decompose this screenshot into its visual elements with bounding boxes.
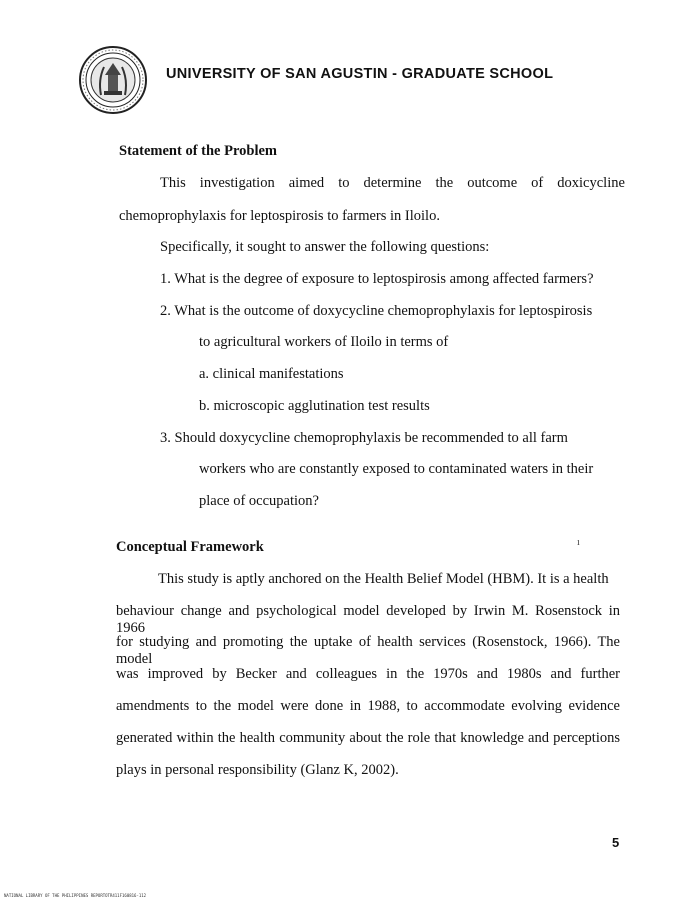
intro-line-2: chemoprophylaxis for leptospirosis to farmers in Iloilo. xyxy=(119,208,440,224)
word: outcome xyxy=(467,175,518,191)
scan-mark: ı xyxy=(577,537,580,548)
paragraph-line-1: This study is aptly anchored on the Health Belief Model (HBM). It is a health xyxy=(158,571,609,587)
paragraph-line-7: plays in personal responsibility (Glanz K, 2002). xyxy=(116,762,399,778)
question-3-line-2: workers who are constantly exposed to contaminated waters in their xyxy=(199,461,594,477)
paragraph-line-3: for studying and promoting the uptake of health services (Rosenstock, 1966). The model xyxy=(116,634,620,667)
page-number: 5 xyxy=(612,835,620,850)
intro-line-1 xyxy=(160,175,625,192)
section-heading-conceptual-framework: Conceptual Framework xyxy=(116,539,264,555)
university-seal-icon xyxy=(78,45,148,115)
question-1: 1. What is the degree of exposure to leptospirosis among affected farmers? xyxy=(160,271,594,287)
paragraph-line-6: generated within the health community about the role that knowledge and perceptions xyxy=(116,730,620,746)
paragraph-line-2: behaviour change and psychological model developed by Irwin M. Rosenstock in 1966 xyxy=(116,603,620,636)
word: investigation xyxy=(199,175,275,191)
word: the xyxy=(435,175,454,191)
library-stamp: NATIONAL LIBRARY OF THE PHILIPPINES REPORTOTR411F160816-112 xyxy=(4,893,147,898)
question-3-line-1: 3. Should doxycycline chemoprophylaxis be recommended to all farm xyxy=(160,430,568,446)
question-2-item-a: a. clinical manifestations xyxy=(199,366,344,382)
word: to xyxy=(338,175,350,191)
header-title: UNIVERSITY OF SAN AGUSTIN - GRADUATE SCHOOL xyxy=(166,66,554,82)
section-heading-statement: Statement of the Problem xyxy=(119,143,277,159)
word: doxicycline xyxy=(557,175,625,191)
question-2-line-2: to agricultural workers of Iloilo in terms of xyxy=(199,334,449,350)
question-3-line-3: place of occupation? xyxy=(199,493,319,509)
paragraph-line-5: amendments to the model were done in 1988, to accommodate evolving evidence xyxy=(116,698,620,714)
specifically-line: Specifically, it sought to answer the following questions: xyxy=(160,239,490,255)
word: determine xyxy=(363,175,422,191)
word: This xyxy=(160,175,186,191)
question-2-line-1: 2. What is the outcome of doxycycline chemoprophylaxis for leptospirosis xyxy=(160,303,593,319)
paragraph-line-4: was improved by Becker and colleagues in the 1970s and 1980s and further xyxy=(116,666,620,682)
question-2-item-b: b. microscopic agglutination test results xyxy=(199,398,430,414)
word: of xyxy=(531,175,544,191)
word: aimed xyxy=(288,175,325,191)
